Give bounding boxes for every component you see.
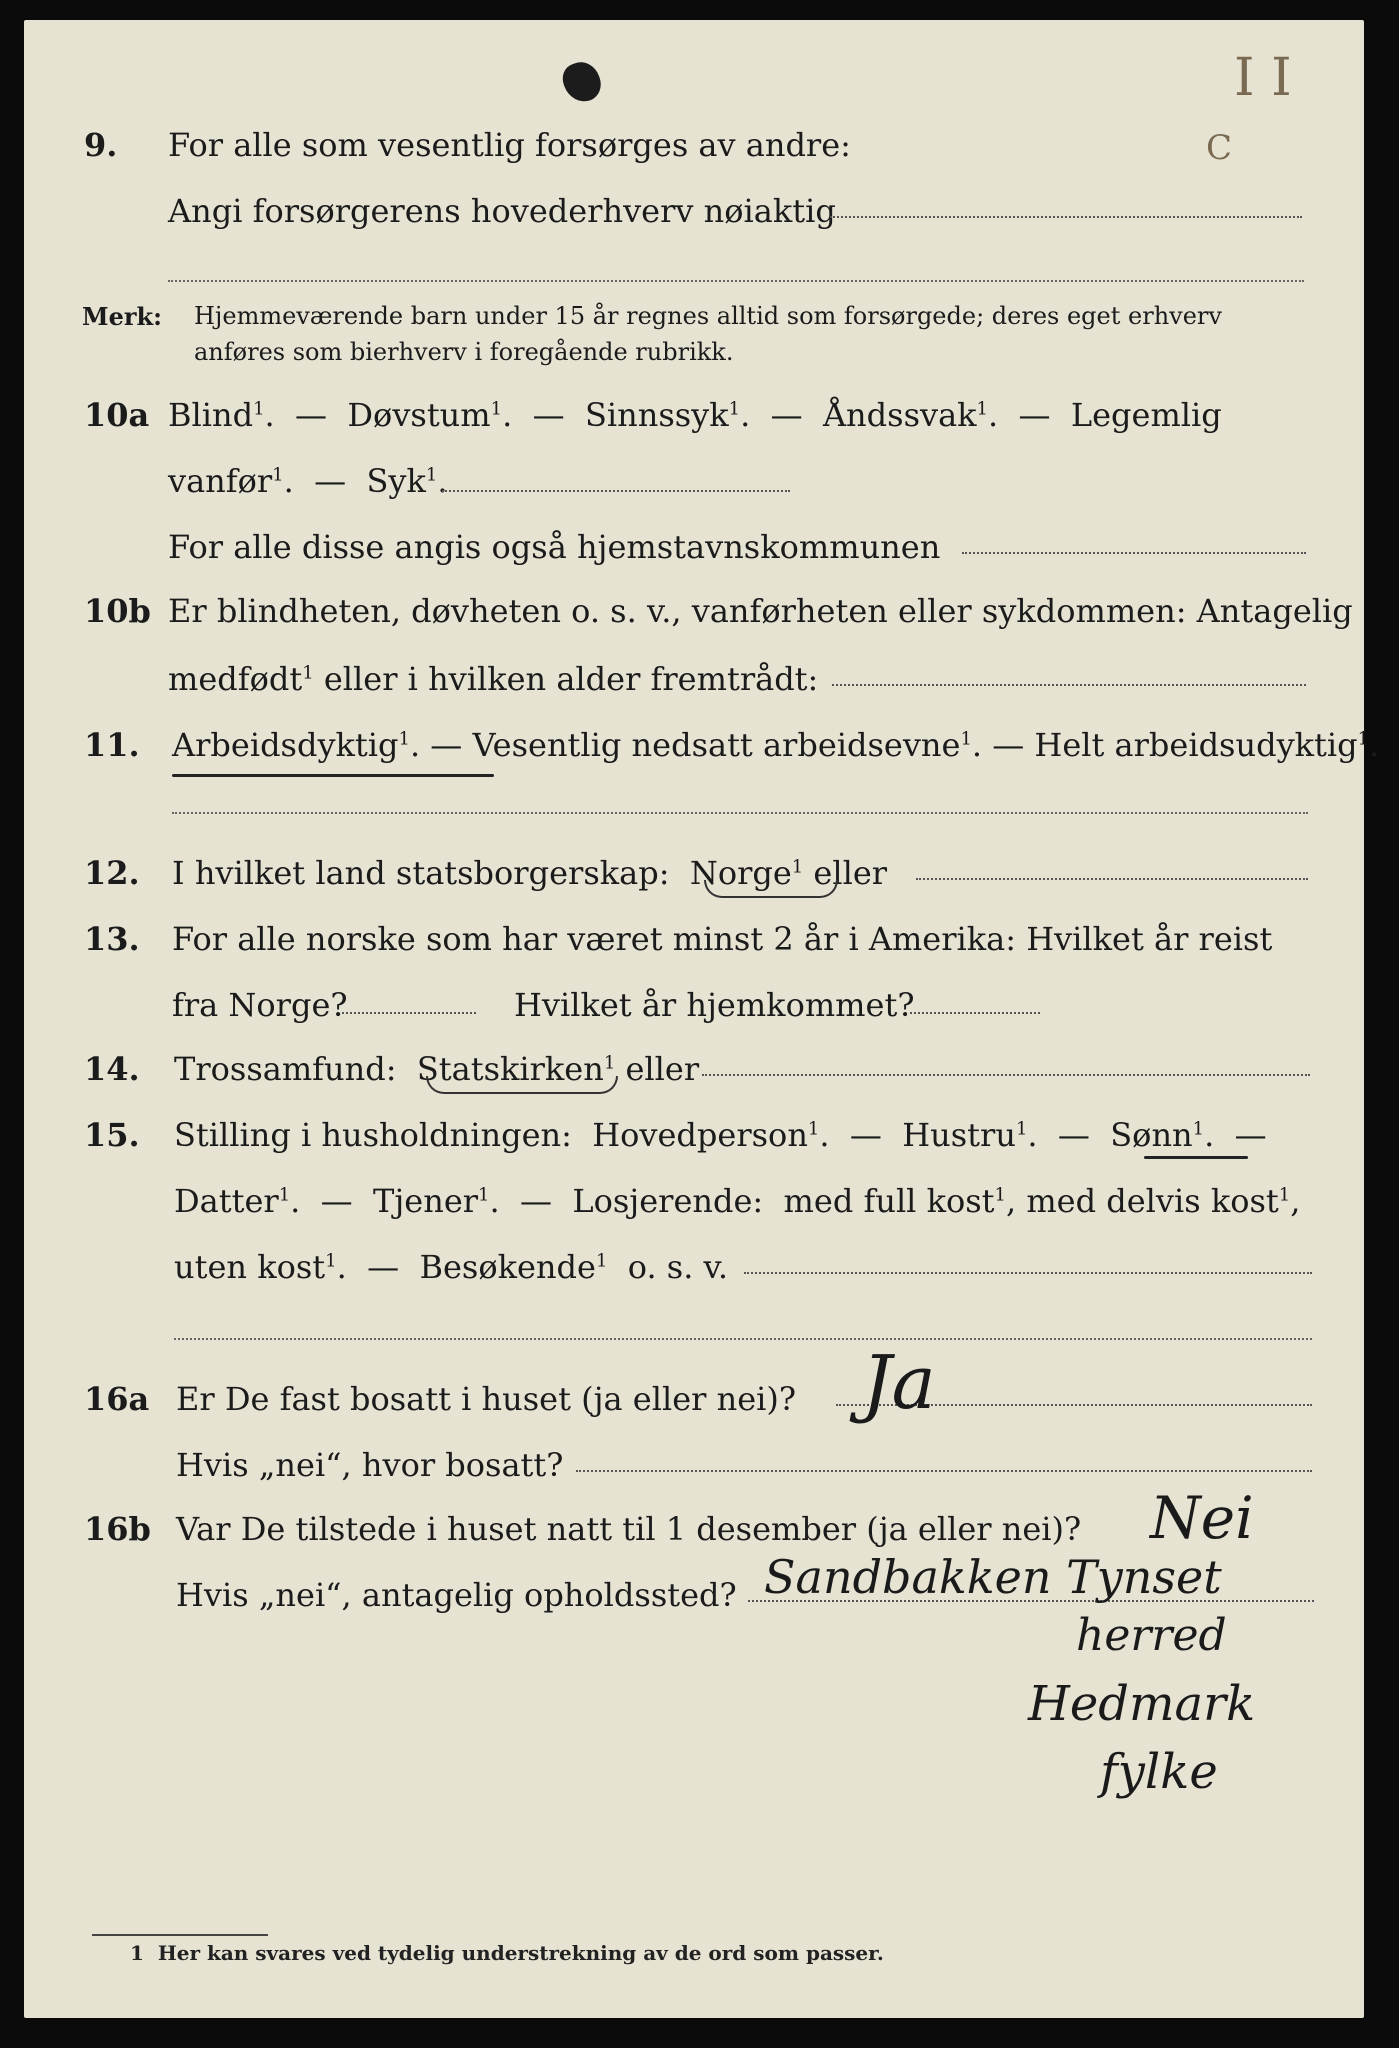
q12-number: 12. — [84, 854, 140, 892]
opt-dovstum: Døvstum — [347, 396, 491, 434]
q12-answer-line — [916, 878, 1308, 880]
opt-andssvak: Åndssvak — [822, 396, 977, 434]
opt-uten-kost: uten kost — [174, 1248, 326, 1286]
handwritten-ja: Ja — [862, 1340, 936, 1426]
q14-line: Trossamfund: Statskirken$^1$ eller — [174, 1050, 700, 1088]
handwritten-place-line3: Hedmark — [1028, 1676, 1256, 1732]
opt-sonn: Sønn — [1110, 1116, 1193, 1154]
opt-full-kost: med full kost — [783, 1182, 995, 1220]
q9-line1: For alle som vesentlig forsørges av andre: — [168, 126, 851, 164]
q14-number: 14. — [84, 1050, 140, 1088]
q12-handwritten-underline — [704, 880, 838, 898]
opt-medfodt: medfødt — [168, 660, 303, 698]
q15-line2: Datter$^1$. — Tjener$^1$. — Losjerende: med full kost$^1$, med delvis kost$^1$, — [174, 1182, 1301, 1220]
handwritten-place-line4: fylke — [1100, 1744, 1218, 1800]
q15-answer-line — [744, 1272, 1312, 1274]
q16a-line1: Er De fast bosatt i huset (ja eller nei)? — [176, 1380, 797, 1418]
q10b-answer-line — [832, 684, 1306, 686]
footnote-rule — [92, 1934, 268, 1936]
opt-statskirken: Statskirken — [416, 1050, 604, 1088]
ink-blot — [558, 57, 606, 107]
q16a-bosatt-line — [576, 1470, 1312, 1472]
q10b-number: 10b — [84, 592, 151, 630]
q15-line3: uten kost$^1$. — Besøkende$^1$ o. s. v. — [174, 1248, 728, 1286]
q10a-number: 10a — [84, 396, 150, 434]
opt-syk: Syk — [366, 462, 426, 500]
q9-number: 9. — [84, 126, 118, 164]
opt-hovedperson: Hovedperson — [592, 1116, 808, 1154]
q13-hjemkommet: Hvilket år hjemkommet? — [514, 986, 915, 1024]
q10a-line2: vanfør$^1$. — Syk$^1$. — [168, 462, 448, 500]
handwritten-place-line1: Sandbakken Tynset — [764, 1550, 1222, 1604]
q16b-line2: Hvis „nei“, antagelig opholdssted? — [176, 1576, 737, 1614]
corner-pencil-c: C — [1206, 128, 1233, 168]
opt-delvis-kost: med delvis kost — [1026, 1182, 1279, 1220]
q15-line1: Stilling i husholdningen: Hovedperson$^1$. — Hustru$^1$. — Sønn$^1$. — — [174, 1116, 1267, 1154]
q10a-line3: For alle disse angis også hjemstavnskommunen — [168, 528, 941, 566]
q15-handwritten-underline — [1144, 1156, 1248, 1159]
q9-answer-line — [830, 216, 1302, 218]
q10a-hjemstavn-line — [962, 552, 1306, 554]
q13-line1: For alle norske som har været minst 2 år i Amerika: Hvilket år reist — [172, 920, 1273, 958]
opt-legemlig: Legemlig — [1070, 396, 1222, 434]
q16b-number: 16b — [84, 1510, 151, 1548]
footnote-text: Her kan svares ved tydelig understrekning av de ord som passer. — [157, 1941, 884, 1965]
opt-tjener: Tjener — [373, 1182, 479, 1220]
q11-line: Arbeidsdyktig$^1$. — Vesentlig nedsatt arbeidsevne$^1$. — Helt arbeidsudyktig$^1$. — [172, 726, 1380, 764]
q16a-line2: Hvis „nei“, hvor bosatt? — [176, 1446, 564, 1484]
corner-pencil-mark: I I — [1234, 48, 1292, 108]
q14-answer-line — [702, 1074, 1310, 1076]
opt-hustru: Hustru — [902, 1116, 1016, 1154]
opt-vanfor: vanfør — [168, 462, 273, 500]
q15-number: 15. — [84, 1116, 140, 1154]
q12-line: I hvilket land statsborgerskap: Norge$^1$ eller — [172, 854, 888, 892]
opt-datter: Datter — [174, 1182, 279, 1220]
handwritten-place-line2: herred — [1076, 1610, 1227, 1661]
merk-line2: anføres som bierhverv i foregående rubrikk. — [194, 338, 734, 366]
q14-handwritten-underline — [426, 1076, 618, 1094]
merk-label: Merk: — [82, 302, 162, 331]
q13-fra-norge: fra Norge? — [172, 986, 348, 1024]
opt-blind: Blind — [168, 396, 254, 434]
opt-arbeidsdyktig: Arbeidsdyktig — [172, 726, 399, 764]
q10a-answer-line — [442, 490, 790, 492]
opt-udyktig: Helt arbeidsudyktig — [1034, 726, 1358, 764]
q9-answer-line2 — [168, 280, 1304, 282]
q13-hjemkommet-line — [910, 1012, 1040, 1014]
opt-besokende: Besøkende — [419, 1248, 596, 1286]
q10a-line1: Blind$^1$. — Døvstum$^1$. — Sinnssyk$^1$. — Åndssvak$^1$. — Legemlig — [168, 396, 1222, 434]
q15-answer-line2 — [174, 1338, 1312, 1340]
q16b-line1: Var De tilstede i huset natt til 1 desember (ja eller nei)? — [176, 1510, 1082, 1548]
merk-line1: Hjemmeværende barn under 15 år regnes alltid som forsørgede; deres eget erhverv — [194, 302, 1222, 330]
opt-norge: Norge — [689, 854, 792, 892]
q11-number: 11. — [84, 726, 140, 764]
q10b-line1: Er blindheten, døvheten o. s. v., vanførheten eller sykdommen: Antagelig — [168, 592, 1353, 630]
handwritten-nei: Nei — [1150, 1484, 1254, 1552]
opt-nedsatt: Vesentlig nedsatt arbeidsevne — [472, 726, 961, 764]
q11-handwritten-underline — [172, 774, 494, 777]
q16a-number: 16a — [84, 1380, 150, 1418]
q11-answer-line — [172, 812, 1308, 814]
footnote: 1 Her kan svares ved tydelig understrekning av de ord som passer. — [130, 1941, 884, 1965]
q10b-line2: medfødt$^1$ eller i hvilken alder fremtrådt: — [168, 660, 819, 698]
q9-line2: Angi forsørgerens hovederhverv nøiaktig — [168, 192, 836, 230]
opt-sinnssyk: Sinnssyk — [584, 396, 729, 434]
q13-reist-line — [342, 1012, 476, 1014]
q13-number: 13. — [84, 920, 140, 958]
